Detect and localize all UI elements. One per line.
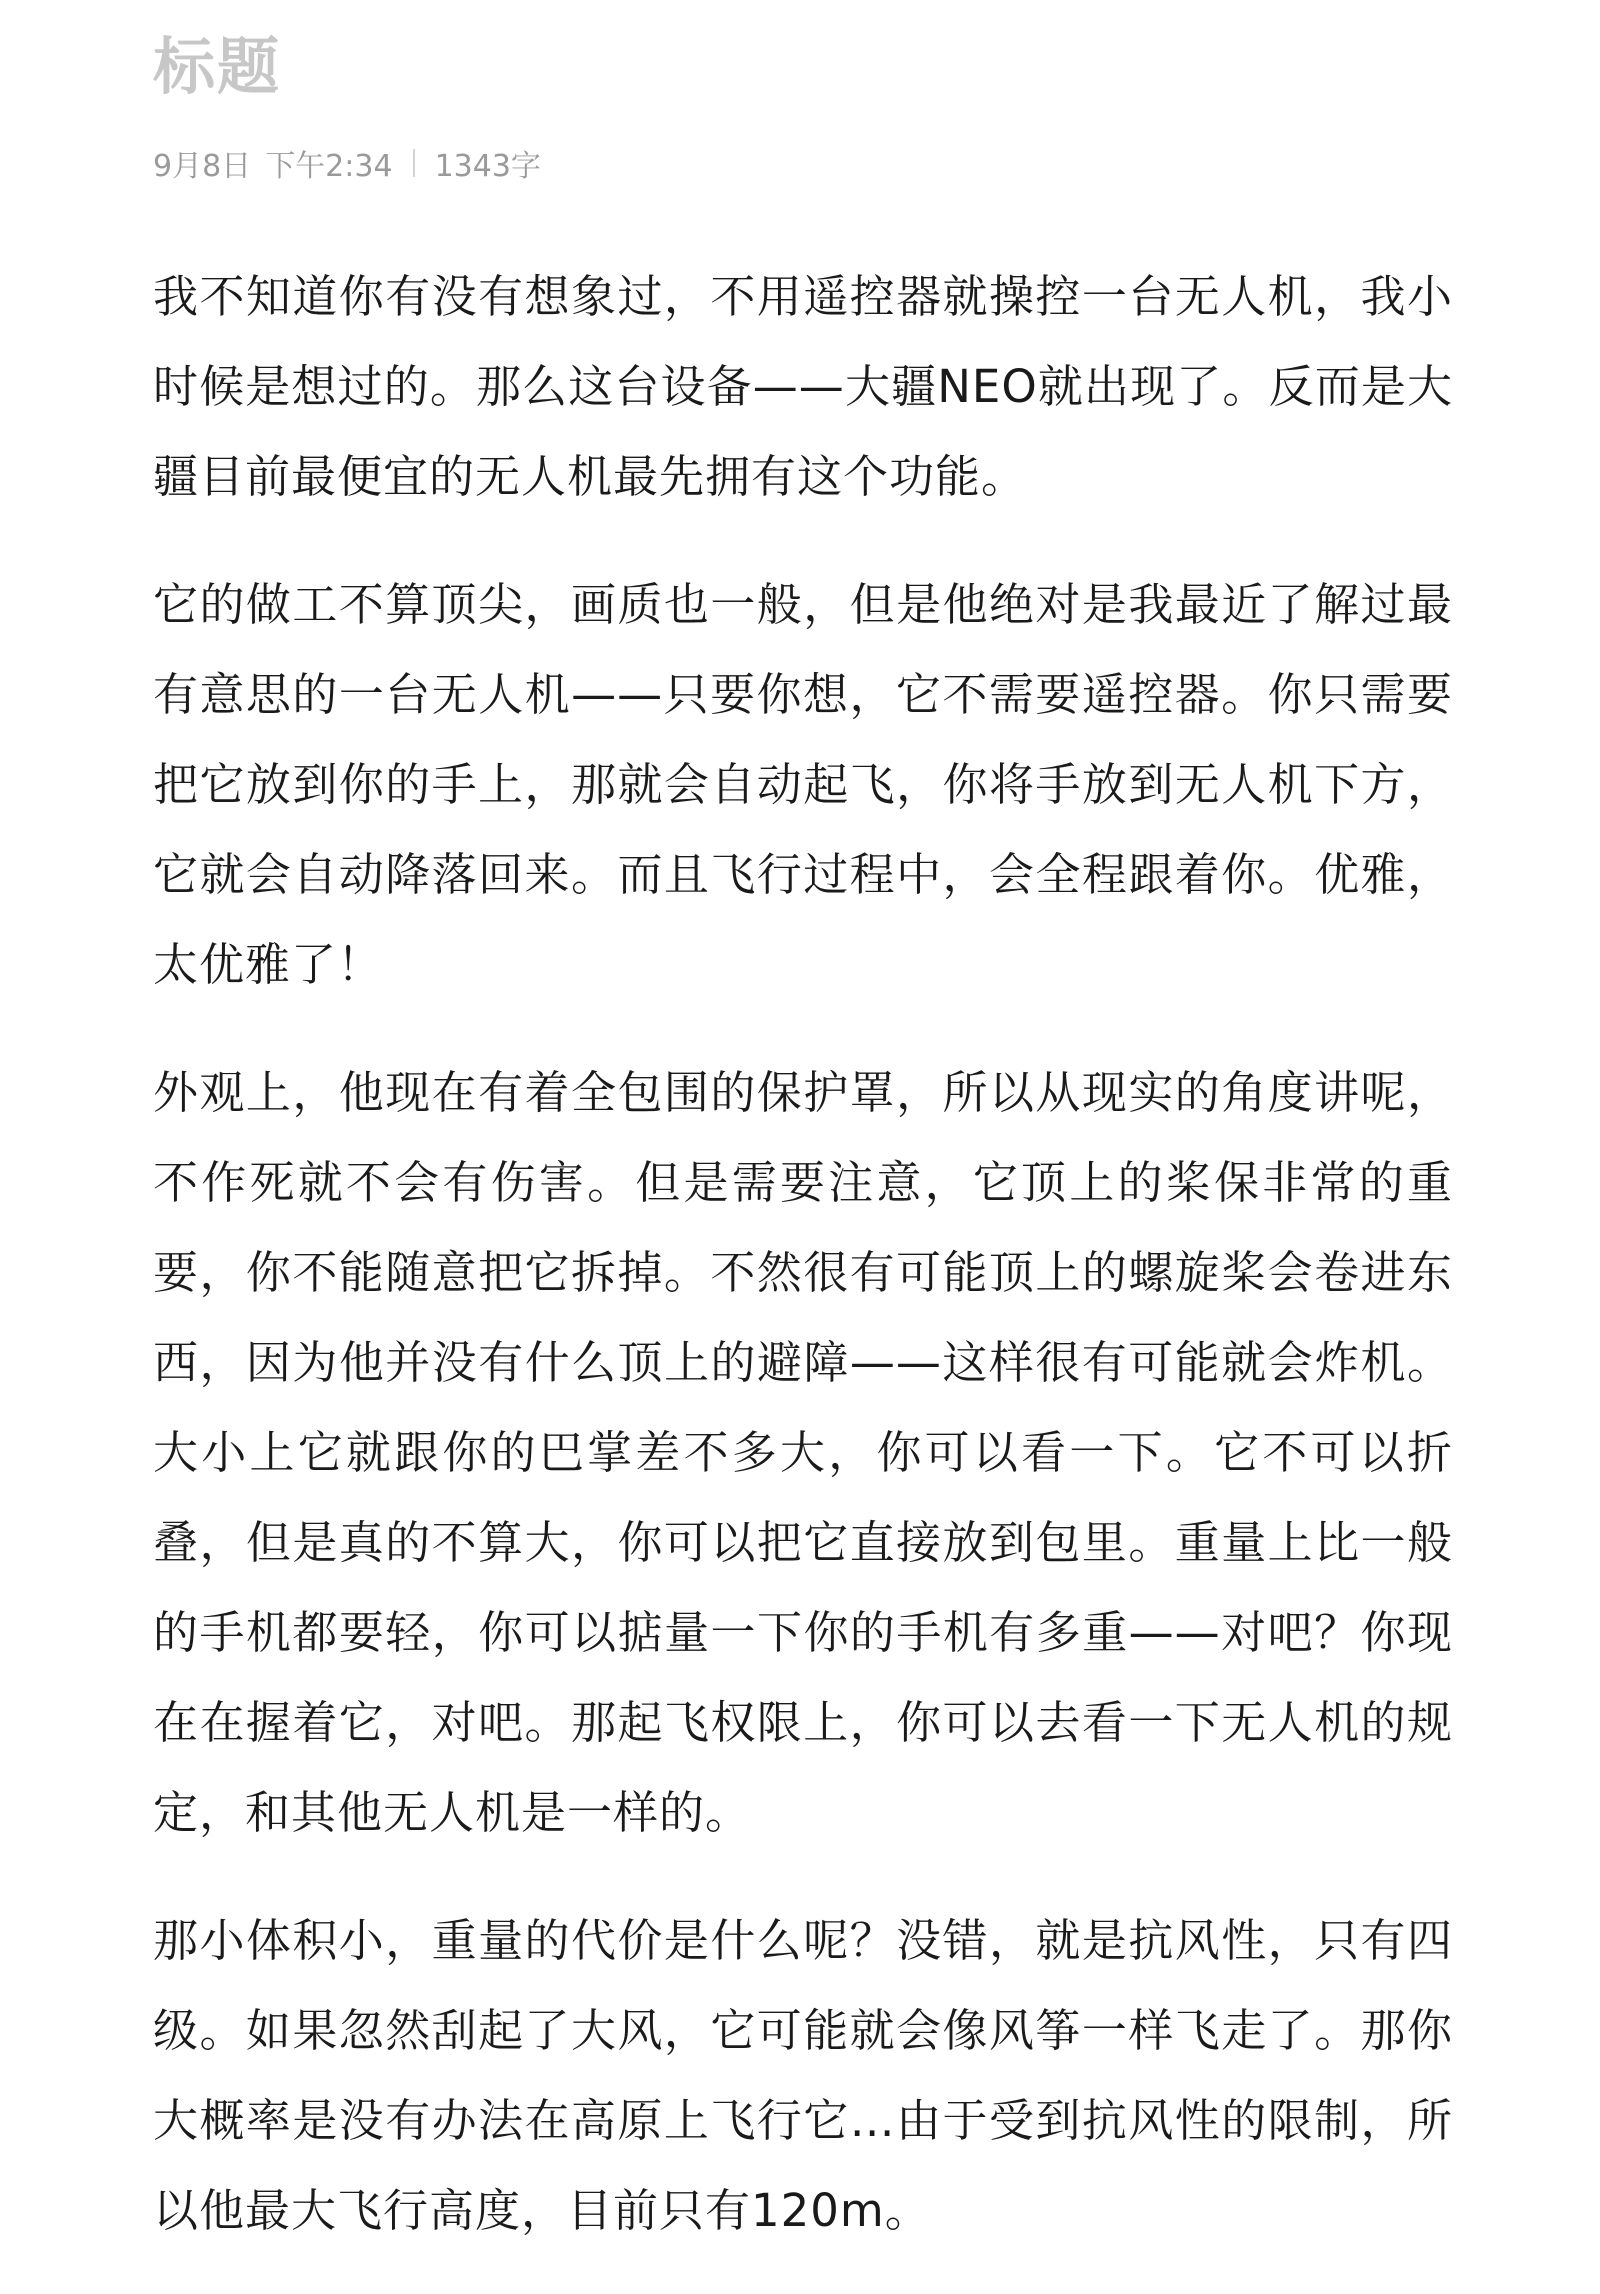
note-paragraph[interactable]: 它的做工不算顶尖，画质也一般，但是他绝对是我最近了解过最有意思的一台无人机——只要你想，它不需要遥控器。你只需要把它放到你的手上，那就会自动起飞，你将手放到无人机下方，它就会自动降落回来。而且飞行过程中，会全程跟着你。优雅，太优雅了！ [153,578,1453,991]
note-paragraph[interactable]: 我不知道你有没有想象过，不用遥控器就操控一台无人机，我小时候是想过的。那么这台设备——大疆NEO就出现了。反而是大疆目前最便宜的无人机最先拥有这个功能。 [153,270,1453,503]
note-date: 9月8日 [153,149,252,184]
meta-divider [413,149,415,177]
note-page [153,0,1453,2294]
note-word-count: 1343字 [434,149,541,184]
note-time: 下午2:34 [265,149,393,184]
note-title[interactable]: 标题 [153,30,282,103]
note-paragraph[interactable]: 那小体积小，重量的代价是什么呢？没错，就是抗风性，只有四级。如果忽然刮起了大风，它可能就会像风筝一样飞走了。那你大概率是没有办法在高原上飞行它…由于受到抗风性的限制，所以他最大飞行高度，目前只有120m。 [153,1914,1453,2237]
note-body[interactable] [153,252,1453,2256]
note-paragraph[interactable]: 外观上，他现在有着全包围的保护罩，所以从现实的角度讲呢，不作死就不会有伤害。但是需要注意，它顶上的桨保非常的重要，你不能随意把它拆掉。不然很有可能顶上的螺旋桨会卷进东西，因为他并没有什么顶上的避障——这样很有可能就会炸机。大小上它就跟你的巴掌差不多大，你可以看一下。它不可以折叠，但是真的不算大，你可以把它直接放到包里。重量上比一般的手机都要轻，你可以掂量一下你的手机有多重——对吧？你现在在握着它，对吧。那起飞权限上，你可以去看一下无人机的规定，和其他无人机是一样的。 [153,1066,1453,1839]
note-meta [153,138,1453,188]
